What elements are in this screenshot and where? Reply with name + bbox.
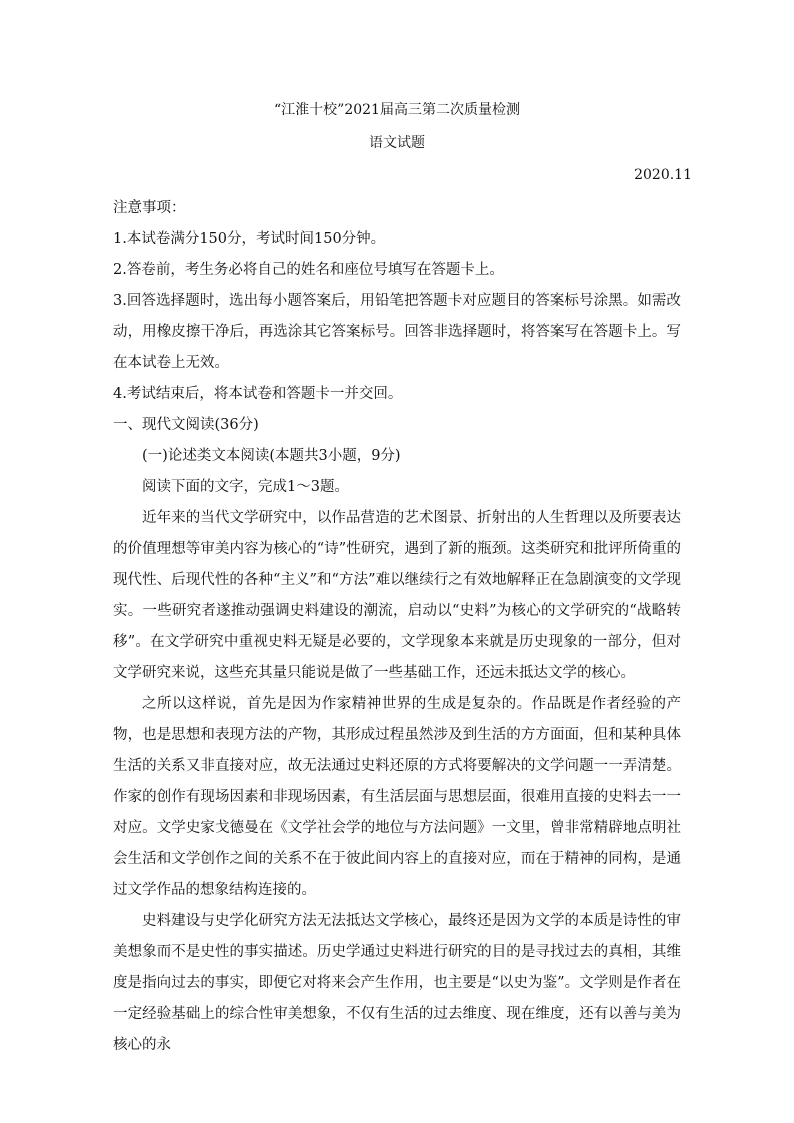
notice-item-2: 2.答卷前，考生务必将自己的姓名和座位号填写在答题卡上。	[113, 262, 504, 278]
passage-paragraph-1: 近年来的当代文学研究中，以作品营造的艺术图景、折射出的人生哲理以及所要表达的价值理想等审美内容为核心的“诗”性研究，遇到了新的瓶颈。这类研究和批评所倚重的现代性、后现代性的各种“主义”和“方法”难以继续行之有效地解释正在急剧演变的文学现实。一些研究者遂推动强调史料建设的潮流，启动以“史料”为核心的文学研究的“战略转移”。在文学研究中重视史料无疑是必要的，文学现象本来就是历史现象的一部分，但对文学研究来说，这些充其量只能说是做了一些基础工作，还远未抵达文学的核心。	[113, 510, 681, 681]
reading-instruction: 阅读下面的文字，完成1～3题。	[142, 479, 349, 495]
subject-title: 语文试题	[369, 135, 425, 151]
sub-section-heading: (一)论述类文本阅读(本题共3小题，9分)	[142, 448, 401, 464]
exam-body	[113, 193, 681, 1061]
notice-item-1: 1.本试卷满分150分，考试时间150分钟。	[113, 231, 386, 247]
section-heading: 一、现代文阅读(36分)	[113, 417, 259, 433]
exam-title: “江淮十校”2021届高三第二次质量检测	[274, 102, 520, 118]
passage-paragraph-3: 史料建设与史学化研究方法无法抵达文学核心，最终还是因为文学的本质是诗性的审美想象而不是史性的事实描述。历史学通过史料进行研究的目的是寻找过去的真相，其维度是指向过去的事实，即便它对将来会产生作用，也主要是“以史为鉴”。文学则是作者在一定经验基础上的综合性审美想象，不仅有生活的过去维度、现在维度，还有以善与美为核心的永	[113, 913, 681, 1053]
exam-date: 2020.11	[634, 167, 692, 183]
notice-item-4: 4.考试结束后，将本试卷和答题卡一并交回。	[113, 386, 403, 402]
notice-heading: 注意事项：	[113, 200, 186, 216]
passage-paragraph-2: 之所以这样说，首先是因为作家精神世界的生成是复杂的。作品既是作者经验的产物，也是思想和表现方法的产物，其形成过程虽然涉及到生活的方方面面，但和某种具体生活的关系又非直接对应，故无法通过史料还原的方式将要解决的文学问题一一弄清楚。作家的创作有现场因素和非现场因素，有生活层面与思想层面，很难用直接的史料去一一对应。文学史家戈德曼在《文学社会学的地位与方法问题》一文里，曾非常精辟地点明社会生活和文学创作之间的关系不在于彼此间内容上的直接对应，而在于精神的同构，是通过文学作品的想象结构连接的。	[113, 696, 681, 898]
notice-item-3: 3.回答选择题时，选出每小题答案后，用铅笔把答题卡对应题目的答案标号涂黑。如需改动，用橡皮擦干净后，再选涂其它答案标号。回答非选择题时，将答案写在答题卡上。写在本试卷上无效。	[113, 293, 681, 371]
